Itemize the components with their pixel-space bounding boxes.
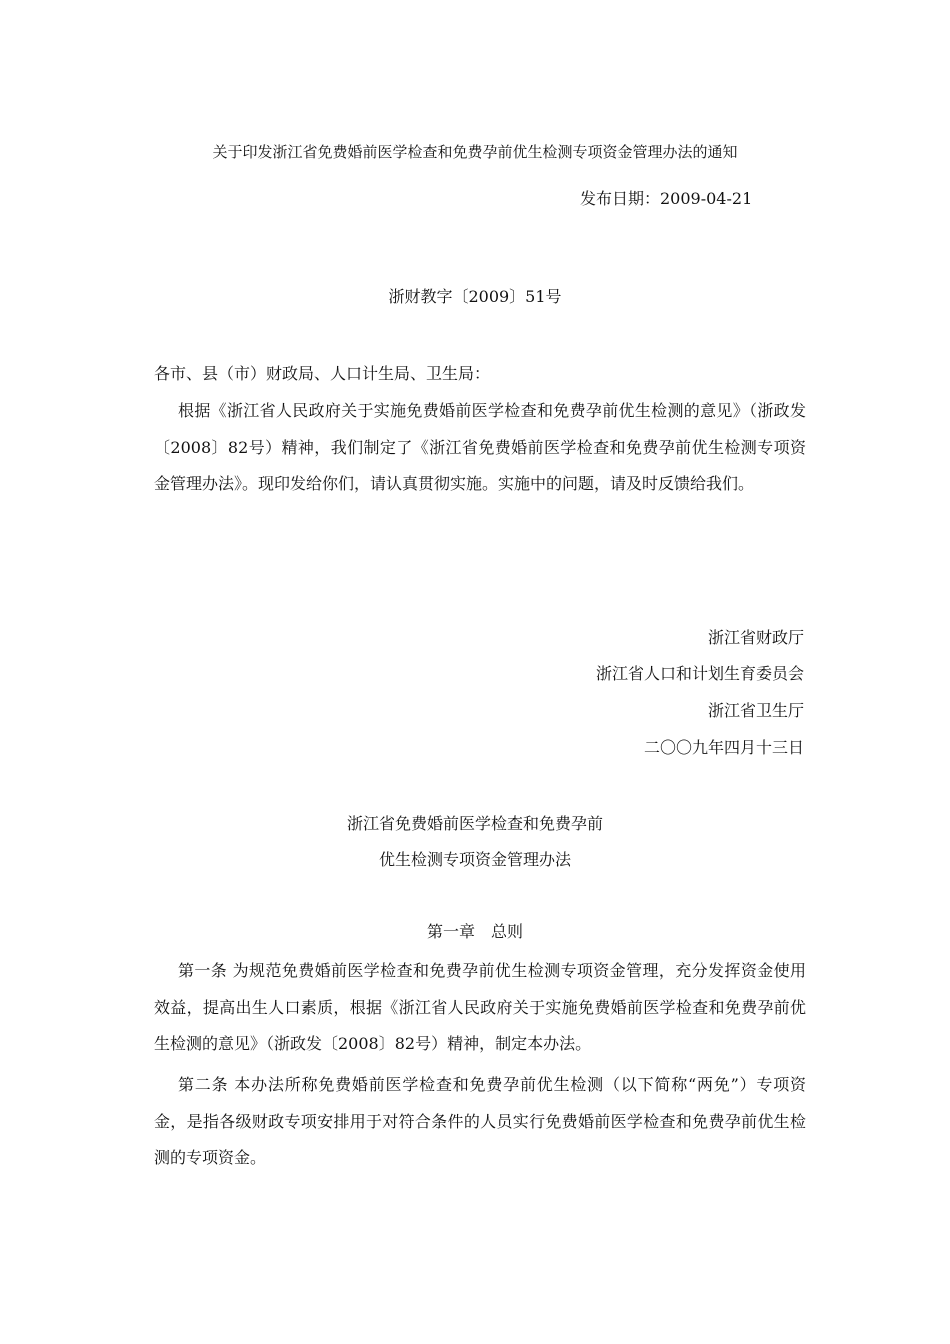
salutation: 各市、县（市）财政局、人口计生局、卫生局： — [154, 364, 491, 383]
publish-date: 发布日期：2009-04-21 — [580, 189, 753, 208]
document-title: 关于印发浙江省免费婚前医学检查和免费孕前优生检测专项资金管理办法的通知 — [212, 143, 738, 161]
intro-paragraph: 根据《浙江省人民政府关于实施免费婚前医学检查和免费孕前优生检测的意见》（浙政发〔2008〕82号）精神，我们制定了《浙江省免费婚前医学检查和免费孕前优生检测专项资金管理办法》。现印发给你们，请认真贯彻实施。实施中的问题，请及时反馈给我们。 — [154, 401, 806, 494]
signatory-population-commission: 浙江省人口和计划生育委员会 — [595, 664, 804, 683]
measures-title-line2: 优生检测专项资金管理办法 — [378, 850, 571, 869]
sign-date: 二〇〇九年四月十三日 — [643, 738, 804, 757]
measures-title-line1: 浙江省免费婚前医学检查和免费孕前 — [346, 814, 603, 833]
chapter-heading: 第一章 总则 — [426, 922, 523, 941]
article-2: 第二条 本办法所称免费婚前医学检查和免费孕前优生检测（以下简称“两免”）专项资金，是指各级财政专项安排用于对符合条件的人员实行免费婚前医学检查和免费孕前优生检测的专项资金。 — [154, 1075, 806, 1168]
signatory-health-department: 浙江省卫生厅 — [707, 701, 804, 720]
document-number: 浙财教字〔2009〕51号 — [388, 287, 562, 306]
article-1: 第一条 为规范免费婚前医学检查和免费孕前优生检测专项资金管理，充分发挥资金使用效益，提高出生人口素质，根据《浙江省人民政府关于实施免费婚前医学检查和免费孕前优生检测的意见》（浙政发〔2008〕82号）精神，制定本办法。 — [154, 961, 806, 1054]
signatory-finance-department: 浙江省财政厅 — [707, 628, 804, 647]
